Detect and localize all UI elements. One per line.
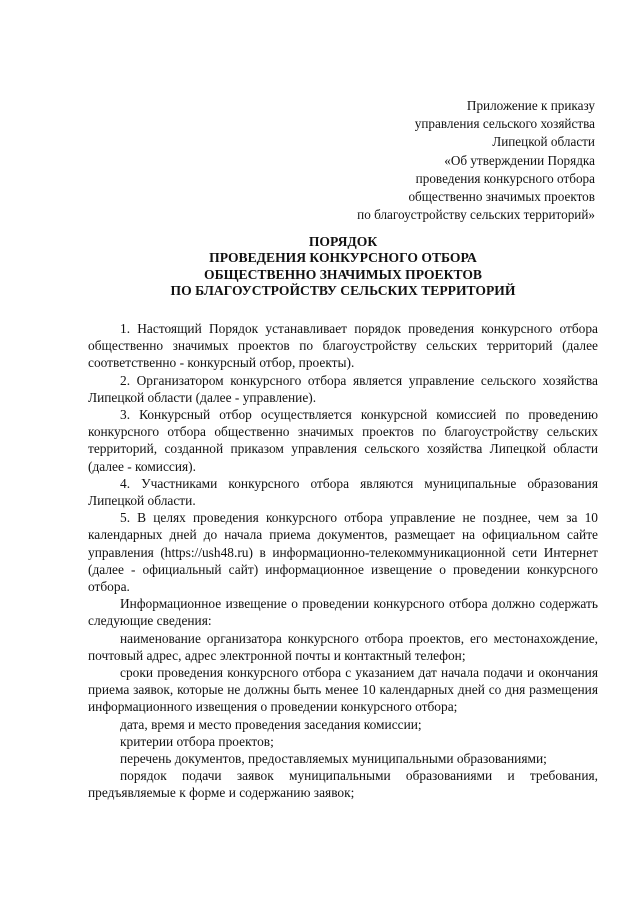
appendix-line: управления сельского хозяйства xyxy=(414,116,595,132)
title-line: ПО БЛАГОУСТРОЙСТВУ СЕЛЬСКИХ ТЕРРИТОРИЙ xyxy=(170,283,516,299)
appendix-line: Приложение к приказу xyxy=(466,98,595,113)
paragraph-2: 2. Организатором конкурсного отбора является управление сельского хозяйства Липецкой области (далее - управление). xyxy=(88,372,598,405)
appendix-line: по благоустройству сельских территорий» xyxy=(357,207,595,223)
paragraph-submission: порядок подачи заявок муниципальными образованиями и требования, предъявляемые к форме и содержанию заявок; xyxy=(88,768,598,801)
appendix-line: общественно значимых проектов xyxy=(408,189,595,205)
paragraph-3: 3. Конкурсный отбор осуществляется конкурсной комиссией по проведению конкурсного отбора общественно значимых проектов по благоустройству сельских территорий, созданной приказом управления сельского хозяйства Липецкой области (далее - комиссия). xyxy=(88,407,598,474)
paragraph-organizer: наименование организатора конкурсного отбора проектов, его местонахождение, почтовый адрес, адрес электронной почты и контактный телефон; xyxy=(88,630,598,663)
document-title xyxy=(88,234,598,300)
appendix-block xyxy=(295,97,595,224)
paragraph-5: 5. В целях проведения конкурсного отбора управление не позднее, чем за 10 календарных дней до начала приема документов, размещает на официальном сайте управления (https://ush48.ru) в информационно-телекоммуникационной сети Интернет (далее - официальный сайт) информационное извещение о проведении конкурсного отбора. xyxy=(88,510,598,595)
appendix-line: «Об утверждении Порядка xyxy=(444,152,595,168)
paragraph-documents: перечень документов, предоставляемых муниципальными образованиями; xyxy=(120,751,547,767)
appendix-line: Липецкой области xyxy=(492,134,595,150)
paragraph-1: 1. Настоящий Порядок устанавливает порядок проведения конкурсного отбора общественно значимых проектов по благоустройству сельских территорий (далее соответственно - конкурсный отбор, проекты). xyxy=(88,321,598,371)
appendix-line: проведения конкурсного отбора xyxy=(415,170,595,186)
document-body xyxy=(88,320,598,802)
title-line: ОБЩЕСТВЕННО ЗНАЧИМЫХ ПРОЕКТОВ xyxy=(204,266,482,282)
paragraph-4: 4. Участниками конкурсного отбора являются муниципальные образования Липецкой области. xyxy=(88,475,598,509)
paragraph-meeting: дата, время и место проведения заседания комиссии; xyxy=(120,716,422,732)
paragraph-terms: сроки проведения конкурсного отбора с указанием дат начала подачи и окончания приема заявок, которые не должны быть менее 10 календарных дней со дня размещения информационного извещения о проведении конкурсного отбора; xyxy=(88,665,598,715)
title-line: ПОРЯДОК xyxy=(308,234,378,249)
paragraph-notice-intro: Информационное извещение о проведении конкурсного отбора должно содержать следующие сведения: xyxy=(88,596,598,629)
paragraph-criteria: критерии отбора проектов; xyxy=(120,733,274,749)
title-line: ПРОВЕДЕНИЯ КОНКУРСНОГО ОТБОРА xyxy=(209,250,477,266)
